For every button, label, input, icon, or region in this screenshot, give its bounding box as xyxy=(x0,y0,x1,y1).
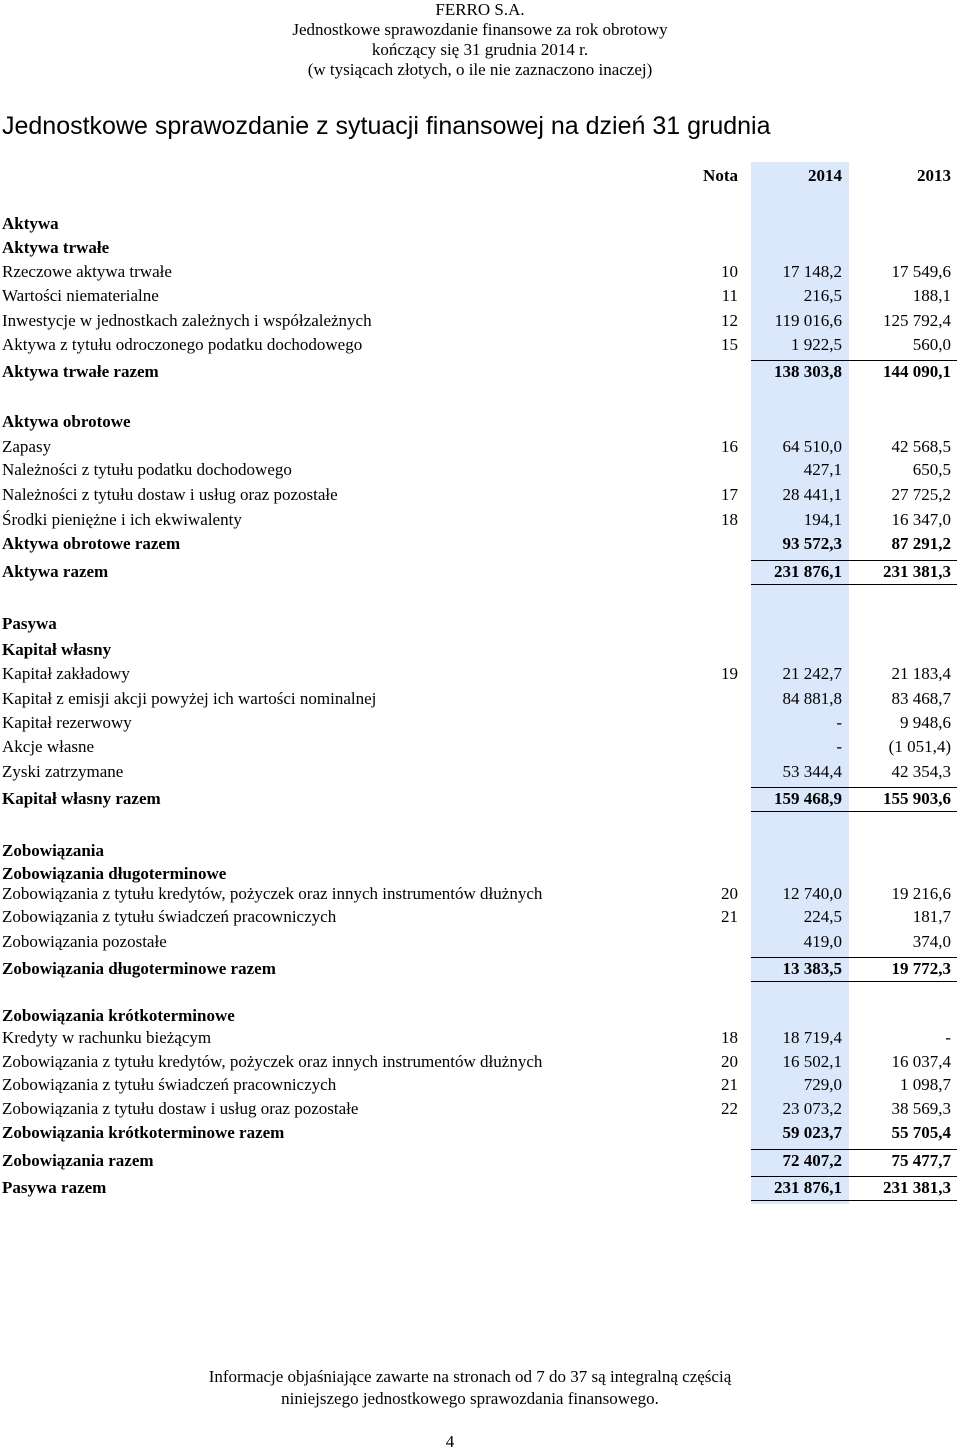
total-rule xyxy=(751,981,957,982)
row-label: Należności z tytułu dostaw i usług oraz pozostałe xyxy=(2,485,338,504)
row-note: 20 xyxy=(721,884,738,903)
row-note: 21 xyxy=(721,907,738,926)
row-label: Zobowiązania razem xyxy=(2,1151,154,1170)
table-row xyxy=(0,509,960,531)
value-2014: 729,0 xyxy=(803,1075,842,1094)
row-label: Akcje własne xyxy=(2,737,95,756)
value-2014: 72 407,2 xyxy=(782,1151,842,1170)
value-2013: (1 051,4) xyxy=(888,737,951,756)
row-label: Zobowiązania z tytułu dostaw i usług oraz pozostałe xyxy=(2,1099,359,1118)
value-2014: 224,5 xyxy=(803,907,842,926)
value-2014: 419,0 xyxy=(803,932,842,951)
value-2014: 21 242,7 xyxy=(782,664,842,683)
value-2013: 38 569,3 xyxy=(891,1099,951,1118)
table-row xyxy=(0,688,960,710)
value-2013: - xyxy=(945,1028,951,1047)
table-row xyxy=(0,840,960,862)
table-row xyxy=(0,1098,960,1120)
value-2014: 13 383,5 xyxy=(782,959,842,978)
value-2013: 144 090,1 xyxy=(883,362,951,381)
subtotal-rule xyxy=(751,1149,957,1150)
value-2014: - xyxy=(836,713,842,732)
value-2014: 231 876,1 xyxy=(774,1178,842,1197)
value-2014: 84 881,8 xyxy=(782,689,842,708)
currency-note: (w tysiącach złotych, o ile nie zaznaczono inaczej) xyxy=(307,60,653,79)
table-row xyxy=(0,1122,960,1144)
row-label: Pasywa razem xyxy=(2,1178,107,1197)
row-label: Środki pieniężne i ich ekwiwalenty xyxy=(2,510,242,529)
value-2013: 21 183,4 xyxy=(891,664,951,683)
value-2014: 18 719,4 xyxy=(782,1028,842,1047)
value-2013: 181,7 xyxy=(912,907,951,926)
table-row xyxy=(0,761,960,783)
subtotal-rule xyxy=(751,787,957,788)
report-subtitle: Jednostkowe sprawozdanie finansowe za rok obrotowy xyxy=(292,20,668,39)
table-row xyxy=(0,213,960,235)
total-rule xyxy=(751,811,957,812)
value-2014: 216,5 xyxy=(803,286,842,305)
value-2014: 427,1 xyxy=(803,460,842,479)
row-label: Aktywa trwałe xyxy=(2,238,110,257)
value-2014: 17 148,2 xyxy=(782,262,842,281)
value-2013: 374,0 xyxy=(912,932,951,951)
row-label: Zobowiązania z tytułu świadczeń pracowniczych xyxy=(2,907,337,926)
table-row xyxy=(0,663,960,685)
value-2013: 42 354,3 xyxy=(891,762,951,781)
value-2013: 125 792,4 xyxy=(883,311,951,330)
value-2013: 19 772,3 xyxy=(891,959,951,978)
table-row xyxy=(0,1051,960,1073)
row-label: Kapitał rezerwowy xyxy=(2,713,132,732)
row-label: Zobowiązania krótkoterminowe razem xyxy=(2,1123,285,1142)
footer-note-line2: niniejszego jednostkowego sprawozdania finansowego. xyxy=(281,1389,659,1408)
value-2014: 23 073,2 xyxy=(782,1099,842,1118)
table-row xyxy=(0,237,960,259)
table-row xyxy=(0,883,960,905)
row-label: Zobowiązania z tytułu kredytów, pożyczek oraz innych instrumentów dłużnych xyxy=(2,884,543,903)
row-label: Zobowiązania z tytułu świadczeń pracowniczych xyxy=(2,1075,337,1094)
column-header-2014: 2014 xyxy=(808,166,842,185)
subtotal-rule xyxy=(751,360,957,361)
company-name: FERRO S.A. xyxy=(435,0,525,19)
row-label: Zobowiązania z tytułu kredytów, pożyczek oraz innych instrumentów dłużnych xyxy=(2,1052,543,1071)
table-row xyxy=(0,533,960,555)
row-label: Wartości niematerialne xyxy=(2,286,159,305)
row-label: Zyski zatrzymane xyxy=(2,762,124,781)
table-row xyxy=(0,1177,960,1199)
table-row xyxy=(0,613,960,635)
row-label: Należności z tytułu podatku dochodowego xyxy=(2,460,292,479)
value-2013: 19 216,6 xyxy=(891,884,951,903)
table-row xyxy=(0,484,960,506)
value-2013: 42 568,5 xyxy=(891,437,951,456)
row-label: Aktywa z tytułu odroczonego podatku dochodowego xyxy=(2,335,363,354)
value-2014: 159 468,9 xyxy=(774,789,842,808)
row-note: 22 xyxy=(721,1099,738,1118)
table-row xyxy=(0,788,960,810)
value-2013: 17 549,6 xyxy=(891,262,951,281)
row-label: Aktywa obrotowe xyxy=(2,412,131,431)
row-note: 12 xyxy=(721,311,738,330)
table-row xyxy=(0,906,960,928)
value-2014: 64 510,0 xyxy=(782,437,842,456)
row-note: 19 xyxy=(721,664,738,683)
row-label: Zapasy xyxy=(2,437,52,456)
table-row xyxy=(0,1005,960,1027)
table-row xyxy=(0,863,960,885)
row-label: Aktywa xyxy=(2,214,59,233)
table-row xyxy=(0,310,960,332)
table-row xyxy=(0,459,960,481)
table-row xyxy=(0,261,960,283)
row-label: Zobowiązania długoterminowe xyxy=(2,864,227,883)
table-row xyxy=(0,561,960,583)
row-note: 20 xyxy=(721,1052,738,1071)
table-row xyxy=(0,1074,960,1096)
table-row xyxy=(0,285,960,307)
value-2014: 119 016,6 xyxy=(774,311,842,330)
value-2013: 231 381,3 xyxy=(883,1178,951,1197)
row-label: Zobowiązania pozostałe xyxy=(2,932,167,951)
row-label: Pasywa xyxy=(2,614,57,633)
total-rule xyxy=(751,1200,957,1201)
footer-note-line1: Informacje objaśniające zawarte na stronach od 7 do 37 są integralną częścią xyxy=(208,1367,732,1386)
value-2014: 1 922,5 xyxy=(791,335,842,354)
subtotal-rule xyxy=(751,560,957,561)
row-note: 15 xyxy=(721,335,738,354)
value-2013: 9 948,6 xyxy=(900,713,951,732)
value-2013: 188,1 xyxy=(912,286,951,305)
value-2014: 59 023,7 xyxy=(782,1123,842,1142)
row-note: 16 xyxy=(721,437,738,456)
value-2013: 1 098,7 xyxy=(900,1075,951,1094)
table-row xyxy=(0,931,960,953)
value-2013: 560,0 xyxy=(912,335,951,354)
value-2013: 16 347,0 xyxy=(891,510,951,529)
value-2014: 231 876,1 xyxy=(774,562,842,581)
column-header-2013: 2013 xyxy=(917,166,951,185)
row-note: 18 xyxy=(721,510,738,529)
value-2013: 75 477,7 xyxy=(891,1151,951,1170)
row-note: 17 xyxy=(721,485,738,504)
value-2014: 138 303,8 xyxy=(774,362,842,381)
row-label: Rzeczowe aktywa trwałe xyxy=(2,262,172,281)
value-2014: 93 572,3 xyxy=(782,534,842,553)
subtotal-rule xyxy=(751,957,957,958)
table-row xyxy=(0,712,960,734)
table-row xyxy=(0,736,960,758)
value-2013: 16 037,4 xyxy=(891,1052,951,1071)
value-2014: 53 344,4 xyxy=(782,762,842,781)
row-label: Zobowiązania krótkoterminowe xyxy=(2,1006,235,1025)
table-row xyxy=(0,958,960,980)
table-row xyxy=(0,334,960,356)
value-2013: 55 705,4 xyxy=(891,1123,951,1142)
subtotal-rule xyxy=(751,1176,957,1177)
value-2014: 16 502,1 xyxy=(782,1052,842,1071)
row-note: 10 xyxy=(721,262,738,281)
table-row xyxy=(0,411,960,433)
page-number: 4 xyxy=(445,1432,455,1451)
row-label: Aktywa obrotowe razem xyxy=(2,534,181,553)
total-rule xyxy=(751,584,957,585)
value-2014: 12 740,0 xyxy=(782,884,842,903)
row-label: Kapitał własny razem xyxy=(2,789,161,808)
row-label: Zobowiązania xyxy=(2,841,105,860)
column-header-nota: Nota xyxy=(703,166,738,185)
value-2013: 231 381,3 xyxy=(883,562,951,581)
row-label: Kapitał z emisji akcji powyżej ich wartości nominalnej xyxy=(2,689,377,708)
row-label: Kredyty w rachunku bieżącym xyxy=(2,1028,212,1047)
value-2013: 650,5 xyxy=(912,460,951,479)
row-note: 11 xyxy=(721,286,738,305)
row-label: Inwestycje w jednostkach zależnych i współzależnych xyxy=(2,311,372,330)
row-label: Zobowiązania długoterminowe razem xyxy=(2,959,276,978)
table-row xyxy=(0,1150,960,1172)
row-label: Aktywa trwałe razem xyxy=(2,362,159,381)
table-row xyxy=(0,639,960,661)
table-row xyxy=(0,361,960,383)
value-2014: 28 441,1 xyxy=(782,485,842,504)
value-2013: 27 725,2 xyxy=(891,485,951,504)
value-2013: 155 903,6 xyxy=(883,789,951,808)
report-period: kończący się 31 grudnia 2014 r. xyxy=(371,40,589,59)
row-note: 18 xyxy=(721,1028,738,1047)
value-2013: 83 468,7 xyxy=(891,689,951,708)
table-row xyxy=(0,436,960,458)
value-2014: 194,1 xyxy=(803,510,842,529)
row-label: Kapitał własny xyxy=(2,640,112,659)
row-label: Kapitał zakładowy xyxy=(2,664,130,683)
value-2013: 87 291,2 xyxy=(891,534,951,553)
value-2014: - xyxy=(836,737,842,756)
table-row xyxy=(0,1027,960,1049)
row-label: Aktywa razem xyxy=(2,562,109,581)
row-note: 21 xyxy=(721,1075,738,1094)
page-title: Jednostkowe sprawozdanie z sytuacji finansowej na dzień 31 grudnia xyxy=(2,112,771,140)
